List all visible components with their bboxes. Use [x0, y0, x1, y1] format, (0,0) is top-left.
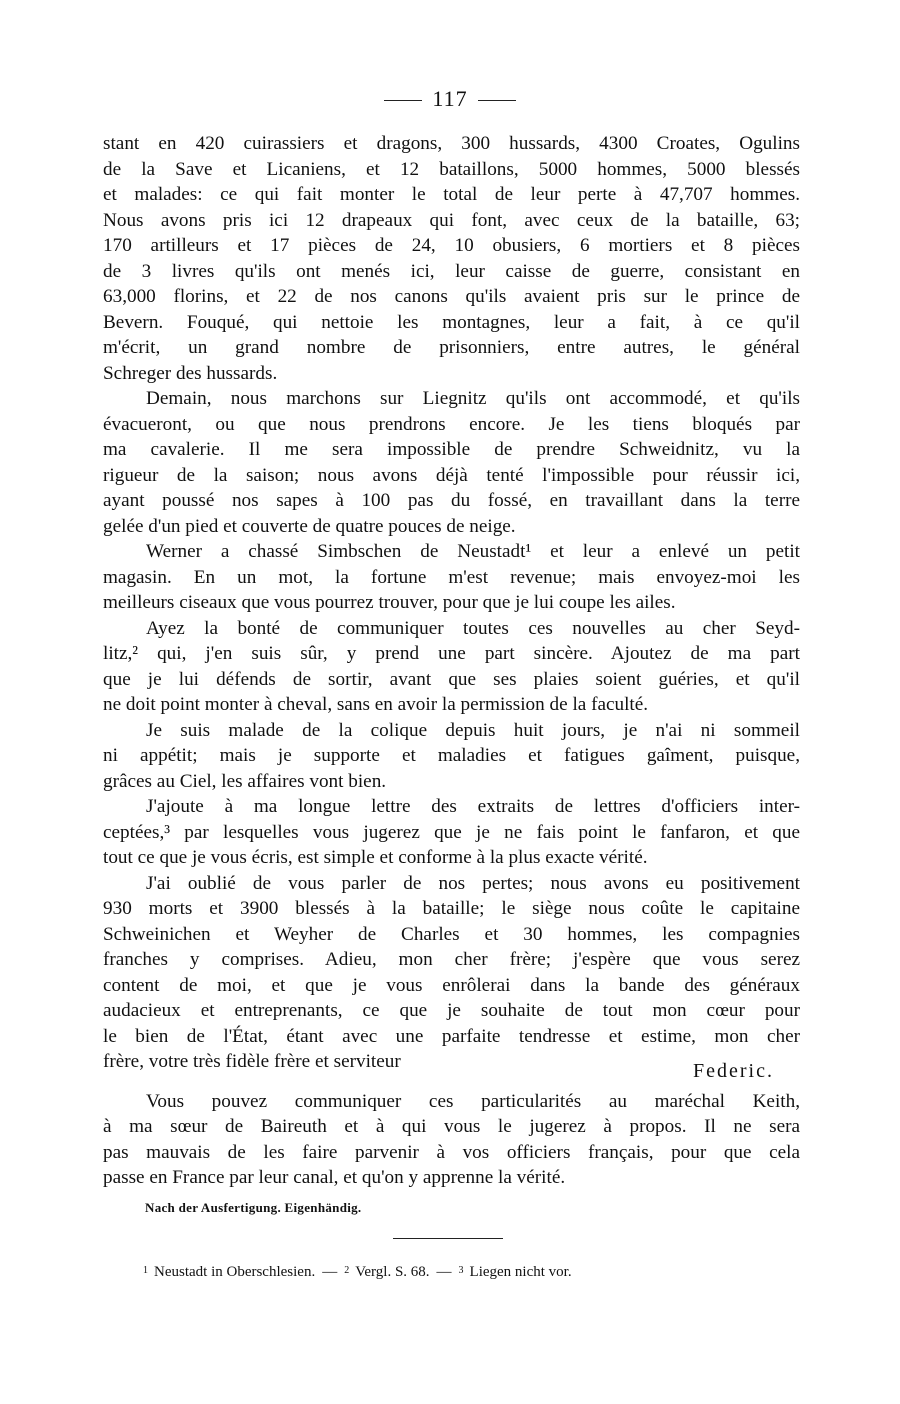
paragraph [103, 794, 800, 871]
text-line: litz,² qui, j'en suis sûr, y prend une part sincère. Ajoutez de ma part [103, 643, 800, 664]
header-dash-left [384, 100, 422, 101]
source-note: Nach der Ausfertigung. Eigenhändig. [145, 1200, 362, 1215]
footnote-text: Liegen nicht vor. [469, 1264, 572, 1280]
text-line: tout ce que je vous écris, est simple et conforme à la plus exacte vérité. [103, 847, 648, 868]
text-line: Nous avons pris ici 12 drapeaux qui font, avec ceux de la bataille, 63; [103, 209, 800, 231]
text-line: Demain, nous marchons sur Liegnitz qu'ils ont accommodé, et qu'ils [146, 388, 800, 409]
text-line: J'ajoute à ma longue lettre des extraits de lettres d'officiers inter- [146, 796, 800, 817]
footnote-rule [393, 1238, 503, 1239]
signature: Federic. [693, 1060, 774, 1082]
footnotes [143, 1264, 572, 1281]
header-dash-right [478, 100, 516, 101]
text-line: que je lui défends de sortir, avant que ses plaies soient guéries, et qu'il [103, 668, 800, 690]
closing-text: frère, votre très fidèle frère et serviteur [103, 1051, 401, 1072]
text-line: magasin. En un mot, la fortune m'est revenue; mais envoyez-moi les [103, 566, 800, 588]
text-line: ma cavalerie. Il me sera impossible de prendre Schweidnitz, vu la [103, 439, 800, 460]
page-header [0, 86, 900, 112]
text-line: Ayez la bonté de communiquer toutes ces nouvelles au cher Seyd- [146, 617, 800, 639]
closing-line [103, 1049, 800, 1082]
text-line: franches y comprises. Adieu, mon cher frère; j'espère que vous serez [103, 949, 800, 970]
footnote-text: Neustadt in Oberschlesien. [154, 1264, 316, 1280]
text-line: 170 artilleurs et 17 pièces de 24, 10 obusiers, 6 mortiers et 8 pièces [103, 235, 800, 256]
postscript-line: passe en France par leur canal, et qu'on y apprenne la vérité. [103, 1167, 566, 1188]
text-line: content de moi, et que je vous enrôlerai dans la bande des généraux [103, 974, 800, 996]
paragraph [103, 871, 800, 1050]
text-line: Bevern. Fouqué, qui nettoie les montagnes, leur a fait, à ce qu'il [103, 311, 800, 333]
text-line: 63,000 florins, et 22 de nos canons qu'ils avaient pris sur le prince de [103, 286, 800, 307]
footnote-mark: 1 [143, 1265, 148, 1276]
paragraph [103, 718, 800, 795]
text-line: grâces au Ciel, les affaires vont bien. [103, 770, 387, 792]
page-number: 117 [432, 86, 468, 111]
text-line: 930 morts et 3900 blessés à la bataille; le siège nous coûte le capitaine [103, 898, 800, 919]
text-line: meilleurs ciseaux que vous pourrez trouver, pour que je lui coupe les ailes. [103, 592, 676, 613]
paragraph [103, 131, 800, 386]
paragraphs [103, 131, 800, 1049]
text-line: ne doit point monter à cheval, sans en avoir la permission de la faculté. [103, 694, 649, 715]
postscript-line: à ma sœur de Baireuth et à qui vous le jugerez à propos. Il ne sera [103, 1116, 800, 1137]
paragraph [103, 616, 800, 718]
letter-body [103, 131, 800, 1191]
text-line: audacieux et entreprenants, ce que je souhaite de tout mon cœur pour [103, 1000, 800, 1021]
postscript [103, 1089, 800, 1191]
paragraph [103, 386, 800, 539]
text-line: Schweinichen et Weyher de Charles et 30 hommes, les compagnies [103, 923, 800, 945]
text-line: ni appétit; mais je supporte et maladies et fatigues gaîment, puisque, [103, 745, 800, 766]
footnote-separator: — [322, 1264, 338, 1280]
text-line: ayant poussé nos sapes à 100 pas du fossé, en travaillant dans la terre [103, 490, 800, 511]
footnote-separator: — [436, 1264, 452, 1280]
postscript-line: pas mauvais de les faire parvenir à vos officiers français, pour que cela [103, 1141, 800, 1163]
text-line: Werner a chassé Simbschen de Neustadt¹ et leur a enlevé un petit [146, 541, 800, 562]
text-line: J'ai oublié de vous parler de nos pertes; nous avons eu positivement [146, 872, 800, 894]
postscript-line: Vous pouvez communiquer ces particularités au maréchal Keith, [146, 1090, 800, 1112]
text-line: rigueur de la saison; nous avons déjà tenté l'impossible pour réussir ici, [103, 464, 800, 486]
text-line: le bien de l'État, étant avec une parfaite tendresse et estime, mon cher [103, 1025, 800, 1047]
text-line: m'écrit, un grand nombre de prisonniers, entre autres, le général [103, 337, 800, 358]
text-line: Je suis malade de la colique depuis huit jours, je n'ai ni sommeil [146, 719, 800, 741]
text-line: de la Save et Licaniens, et 12 bataillons, 5000 hommes, 5000 blessés [103, 158, 800, 180]
text-line: ceptées,³ par lesquelles vous jugerez que je ne fais point le fanfaron, et que [103, 821, 800, 843]
paragraph [103, 539, 800, 616]
text-line: stant en 420 cuirassiers et dragons, 300 hussards, 4300 Croates, Ogulins [103, 133, 800, 154]
text-line: évacueront, ou que nous prendrons encore. Je les tiens bloqués par [103, 413, 800, 435]
text-line: de 3 livres qu'ils ont menés ici, leur caisse de guerre, consistant en [103, 260, 800, 282]
text-line: et malades: ce qui fait monter le total de leur perte à 47,707 hommes. [103, 184, 800, 205]
text-line: Schreger des hussards. [103, 362, 278, 384]
footnote-mark: 3 [458, 1265, 464, 1276]
text-line: gelée d'un pied et couverte de quatre pouces de neige. [103, 515, 516, 537]
footnote-text: Vergl. S. 68. [355, 1264, 430, 1280]
footnote-mark: 2 [344, 1265, 350, 1276]
